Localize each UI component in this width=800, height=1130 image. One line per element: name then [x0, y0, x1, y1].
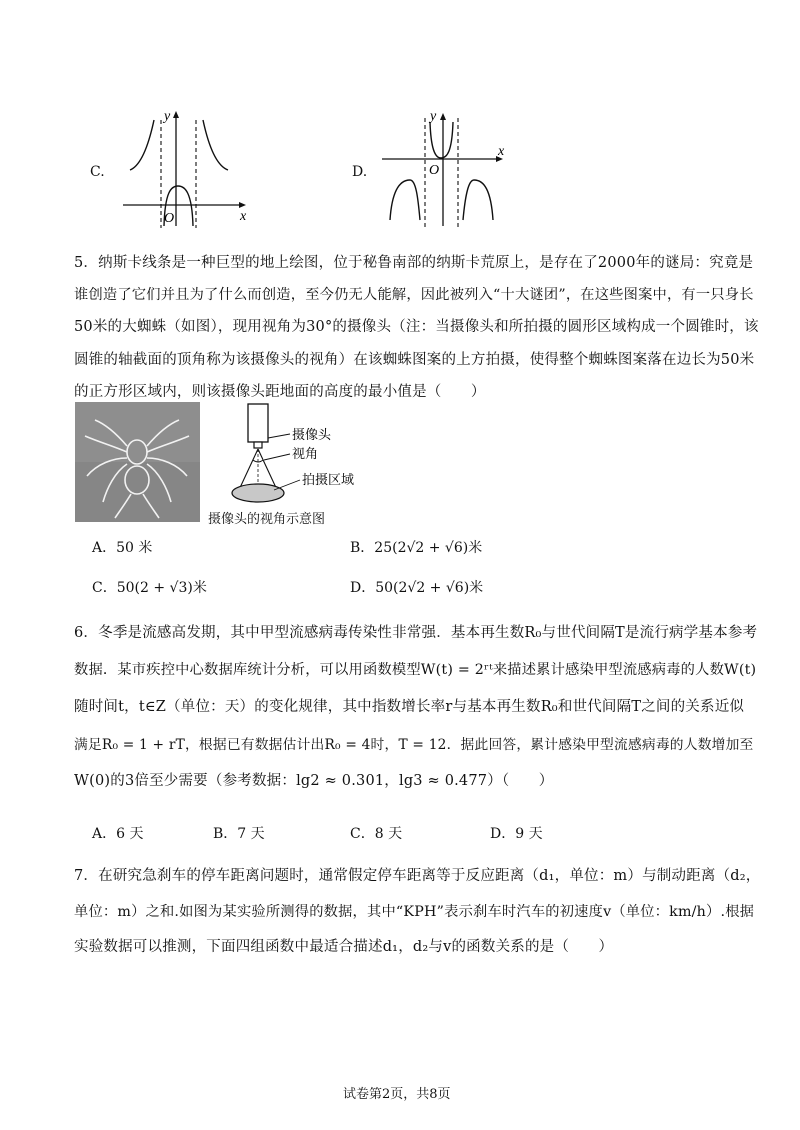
- leader-area: [274, 480, 300, 490]
- graph-c: [118, 108, 268, 230]
- graph-d-origin-label: O: [429, 163, 440, 178]
- q6-line-3: 随时间t，t∈Z（单位：天）的变化规律，其中指数增长率r与基本再生数R₀和世代间隔T之间的关系近似: [74, 699, 745, 715]
- graph-c-y-label: y: [164, 109, 171, 124]
- graph-c-x-arrow: [239, 202, 246, 208]
- q5-line-2: 谁创造了它们并且为了什么而创造，至今仍无人能解，因此被列入“十大谜团”，在这些图案中，有一只身长: [74, 287, 754, 303]
- option-d-label: D.: [352, 164, 368, 180]
- graph-d-y-arrow: [440, 113, 446, 120]
- leader-camera: [268, 434, 290, 438]
- graph-d-curve-left: [390, 180, 420, 220]
- q6-line-2: 数据．某市疾控中心数据库统计分析，可以用函数模型W(t) = 2ʳᵗ来描述累计感染甲型流感病毒的人数W(t): [74, 662, 757, 678]
- option-c-graph[interactable]: [88, 108, 268, 230]
- camera-diagram-caption: 摄像头的视角示意图: [208, 512, 326, 527]
- q7-line-3: 实验数据可以推测，下面四组函数中最适合描述d₁，d₂与v的函数关系的是（ ）: [74, 939, 614, 955]
- graph-d-x-label: x: [498, 144, 505, 159]
- q5-option-d[interactable]: D．50(2√2 + √6)米: [350, 580, 484, 596]
- option-d-graph[interactable]: [350, 108, 530, 230]
- q5-line-3: 50米的大蜘蛛（如图），现用视角为30°的摄像头（注：当摄像头和所拍摄的圆形区域构成一个圆锥时，该: [74, 319, 759, 335]
- angle-label: 视角: [292, 447, 319, 462]
- q6-line-4: 满足R₀ = 1 + rT，根据已有数据估计出R₀ = 4时，T = 12．据此回答，累计感染甲型流感病毒的人数增加至: [74, 737, 754, 753]
- option-c-label: C.: [90, 164, 105, 180]
- area-label: 拍摄区域: [302, 473, 355, 488]
- graph-c-y-arrow: [173, 111, 179, 118]
- graph-d-curve-right: [463, 180, 493, 220]
- graph-d: [380, 108, 530, 230]
- q5-option-c[interactable]: C．50(2 + √3)米: [92, 580, 207, 596]
- spider-photo: [75, 402, 200, 522]
- q6-line-5: W(0)的3倍至少需要（参考数据：lg2 ≈ 0.301，lg3 ≈ 0.477）（ ）: [74, 773, 554, 789]
- q7-line-1: 7．在研究急刹车的停车距离问题时，通常假定停车距离等于反应距离（d₁，单位：m）与制动距离（d₂，: [74, 868, 761, 884]
- camera-label: 摄像头: [292, 428, 332, 443]
- q6-option-c[interactable]: C．8 天: [350, 826, 403, 842]
- q6-line-1: 6．冬季是流感高发期，其中甲型流感病毒传染性非常强．基本再生数R₀与世代间隔T是流行病学基本参考: [74, 625, 758, 641]
- graph-d-curve-middle: [430, 122, 453, 158]
- q5-line-5: 的正方形区域内，则该摄像头距地面的高度的最小值是（ ）: [74, 384, 486, 400]
- capture-area: [232, 484, 284, 502]
- q5-option-b[interactable]: B．25(2√2 + √6)米: [350, 540, 483, 556]
- page-footer: 试卷第2页，共8页: [343, 1087, 451, 1102]
- q7-line-2: 单位：m）之和.如图为某实验所测得的数据，其中“KPH”表示刹车时汽车的初速度v（单位：km/h）.根据: [74, 904, 755, 920]
- graph-c-curve-right: [203, 120, 228, 170]
- q5-line-4: 圆锥的轴截面的顶角称为该摄像头的视角）在该蜘蛛图案的上方拍摄，使得整个蜘蛛图案落在边长为50米: [74, 352, 755, 368]
- q5-line-1: 5．纳斯卡线条是一种巨型的地上绘图，位于秘鲁南部的纳斯卡荒原上，是存在了2000年的谜局：究竟是: [74, 255, 754, 271]
- graph-c-curve-left: [130, 120, 154, 170]
- leader-angle: [264, 454, 290, 460]
- graph-c-x-label: x: [240, 209, 247, 224]
- graph-d-y-label: y: [430, 109, 437, 124]
- q6-option-a[interactable]: A．6 天: [92, 826, 144, 842]
- q5-option-a[interactable]: A．50 米: [92, 540, 153, 556]
- q6-option-b[interactable]: B．7 天: [213, 826, 265, 842]
- camera-body: [248, 404, 268, 442]
- q6-option-d[interactable]: D．9 天: [490, 826, 543, 842]
- camera-lens: [254, 442, 262, 448]
- graph-c-origin-label: O: [164, 211, 175, 226]
- camera-diagram: [228, 402, 378, 507]
